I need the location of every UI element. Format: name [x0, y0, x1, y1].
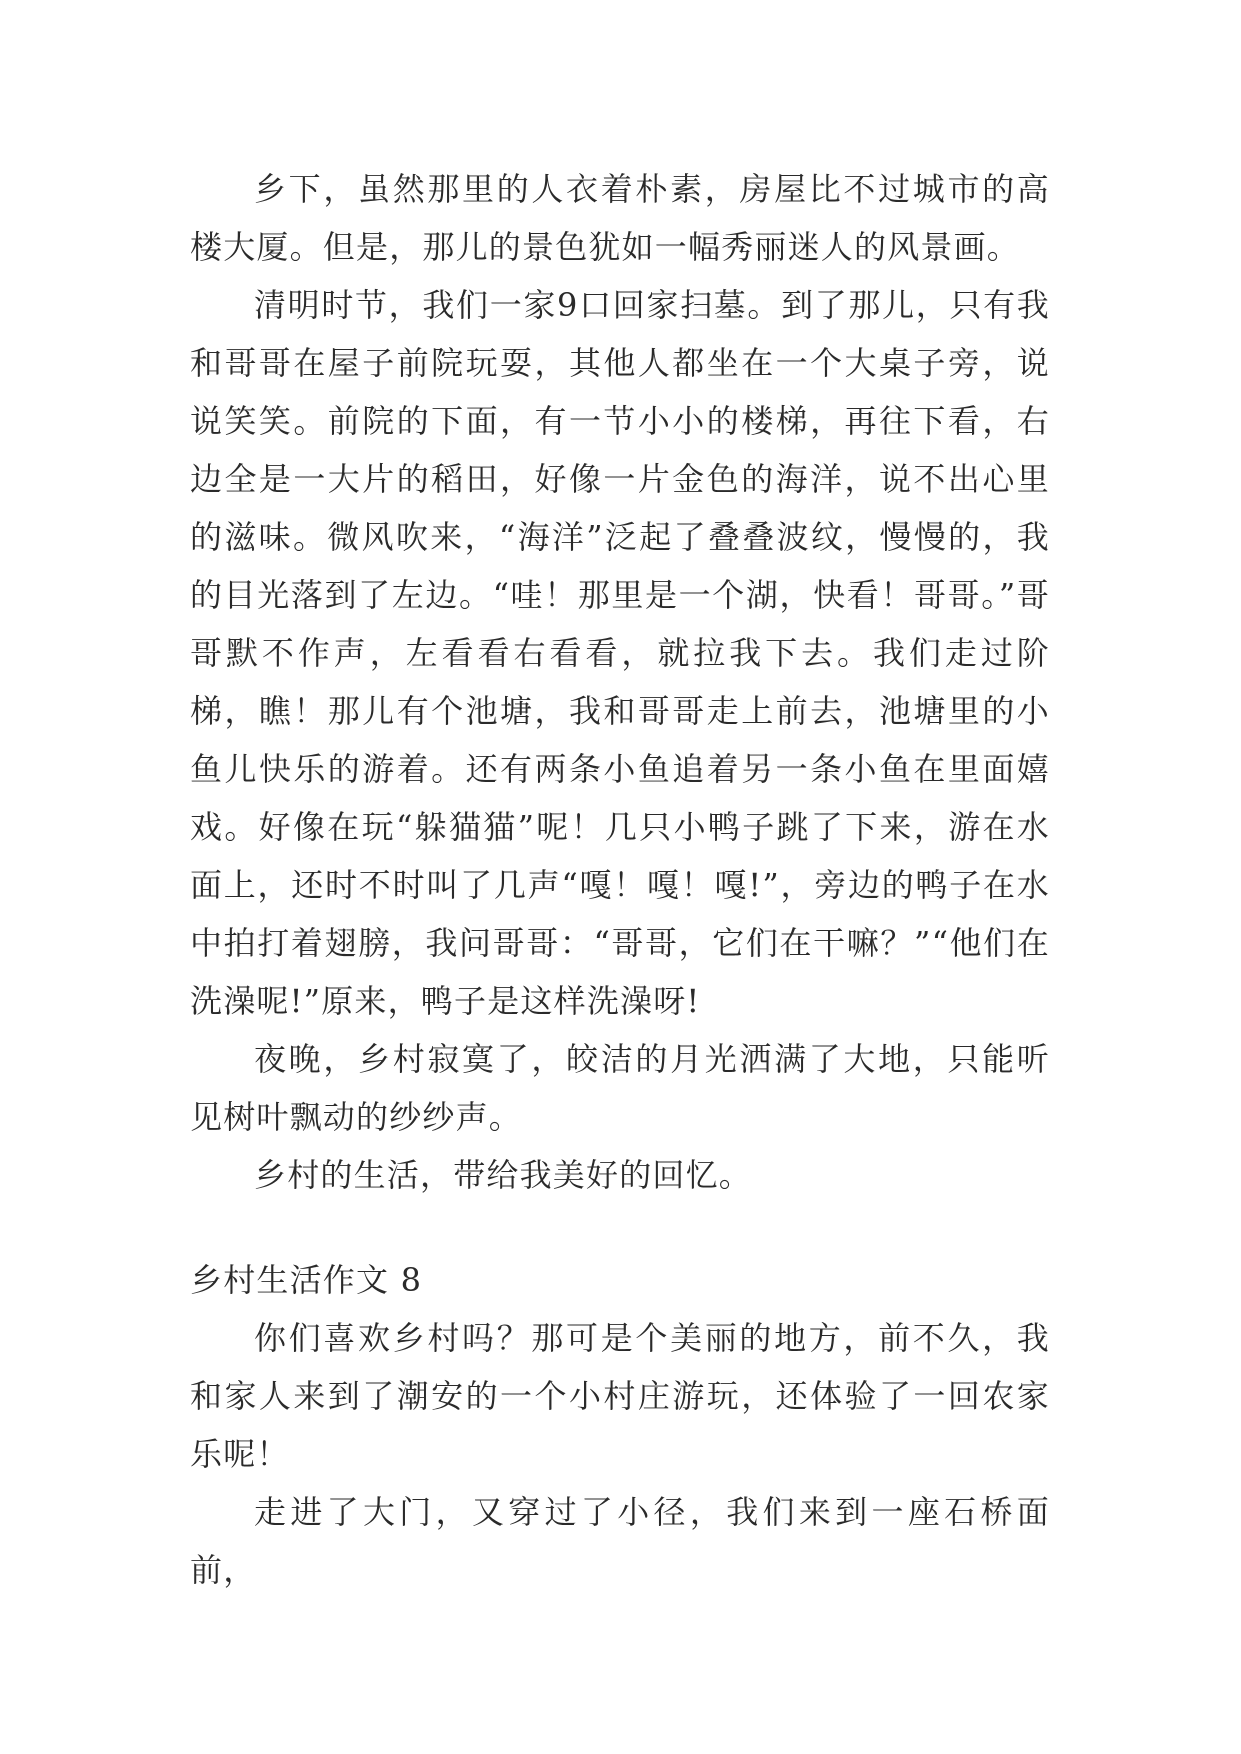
section-heading: 乡村生活作文 8 — [190, 1261, 423, 1299]
paragraph-intro-village: 你们喜欢乡村吗？那可是个美丽的地方，前不久，我和家人来到了潮安的一个小村庄游玩，还体验了一回农家乐呢！ — [190, 1319, 1050, 1473]
paragraph-qingming-visit: 清明时节，我们一家9口回家扫墓。到了那儿，只有我和哥哥在屋子前院玩耍，其他人都坐在一个大桌子旁，说说笑笑。前院的下面，有一节小小的楼梯，再往下看，右边全是一大片的稻田，好像一片金色的海洋，说不出心里的滋味。微风吹来，“海洋”泛起了叠叠波纹，慢慢的，我的目光落到了左边。“哇！那里是一个湖，快看！哥哥。”哥哥默不作声，左看看右看看，就拉我下去。我们走过阶梯，瞧！那儿有个池塘，我和哥哥走上前去，池塘里的小鱼儿快乐的游着。还有两条小鱼追着另一条小鱼在里面嬉戏。好像在玩“躲猫猫”呢！几只小鸭子跳了下来，游在水面上，还时不时叫了几声“嘎！嘎！嘎!”，旁边的鸭子在水中拍打着翅膀，我问哥哥：“哥哥，它们在干嘛？”“他们在洗澡呢!”原来，鸭子是这样洗澡呀! — [190, 286, 1050, 1020]
paragraph-night: 夜晚，乡村寂寞了，皎洁的月光洒满了大地，只能听见树叶飘动的纱纱声。 — [190, 1040, 1050, 1136]
paragraph-countryside-scenery: 乡下，虽然那里的人衣着朴素，房屋比不过城市的高楼大厦。但是，那儿的景色犹如一幅秀丽迷人的风景画。 — [190, 170, 1050, 266]
article-body — [190, 160, 1050, 1599]
paragraph-stone-bridge: 走进了大门，又穿过了小径，我们来到一座石桥面前， — [190, 1493, 1050, 1589]
paragraph-memory: 乡村的生活，带给我美好的回忆。 — [254, 1156, 753, 1194]
